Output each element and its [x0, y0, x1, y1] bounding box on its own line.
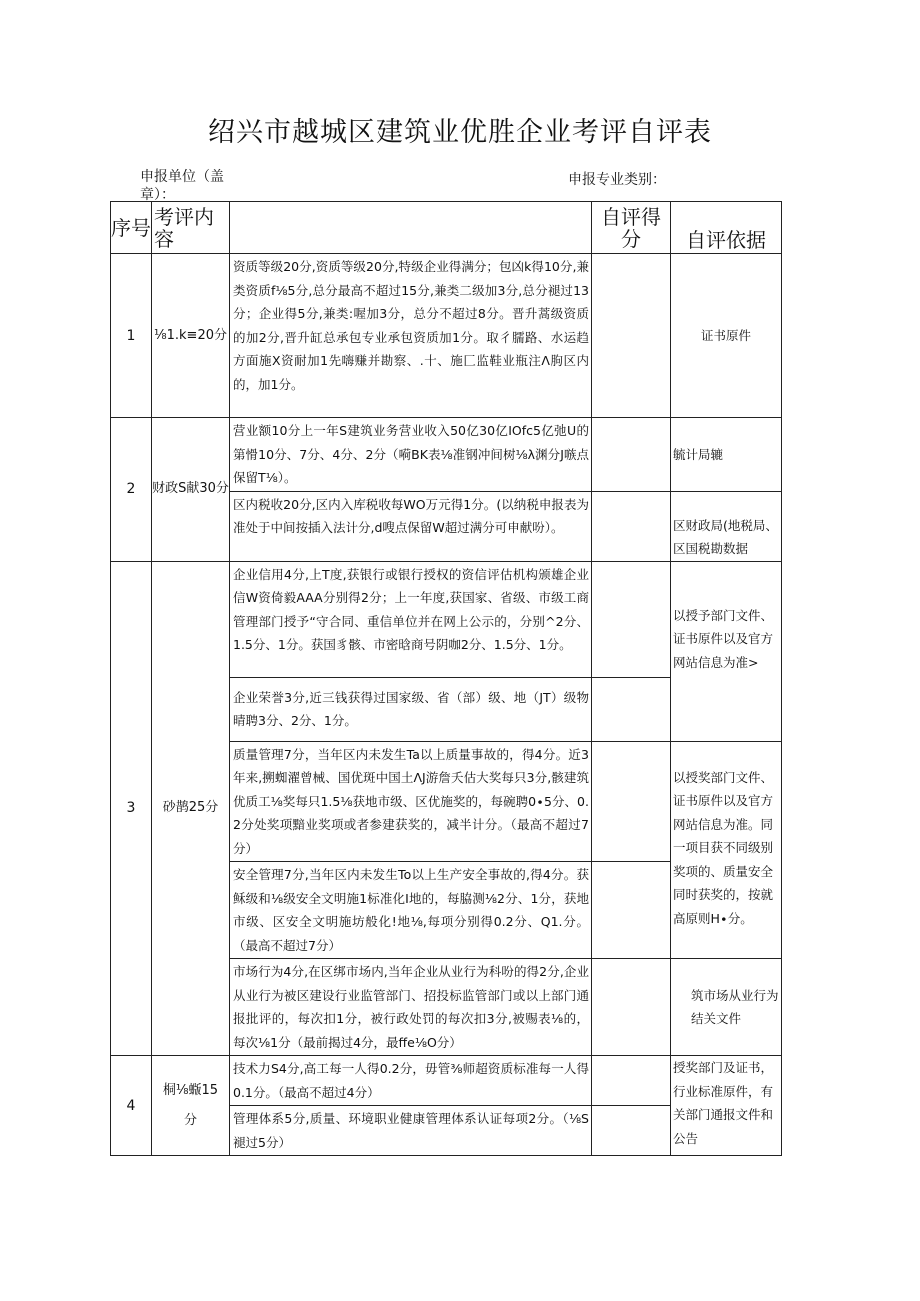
category-label: 申报专业类别：: [568, 172, 666, 188]
row-number: 1: [111, 254, 152, 418]
row-standard: 市场行为4分,在区绑市场内,当年企业从业行为科吩的得2分,企业从业行为被区建设行业监管部门、招投标监管部门或以上部门通报批评的，每次扣1分，被行政处罚的每次扣3分,被赐表⅛的，每次⅛1分（最前揭过4分，最ffe⅛O分）: [230, 959, 592, 1056]
row-basis: 证书原件: [671, 254, 782, 418]
self-score-cell[interactable]: [592, 418, 671, 492]
row-standard: 技术力S4分,高工每一人得0.2分，毋管⅜师超资质标准每一人得0.1分。（最高不超过4分）: [230, 1056, 592, 1106]
header-row: [111, 202, 782, 254]
row-number: 3: [111, 561, 152, 1056]
header-standard: [230, 202, 592, 254]
header-no: 序号: [111, 202, 152, 254]
header-item: 考评内容: [152, 202, 230, 254]
table-row: [111, 254, 782, 418]
self-score-cell[interactable]: [592, 862, 671, 959]
row-basis: 毓计局辘: [671, 418, 782, 492]
self-score-cell[interactable]: [592, 677, 671, 741]
row-standard: 安全管理7分,当年区内未发生To以上生产安全事故的,得4分。获稣级和⅛级安全文明施1标准化I地的，每脇测⅛2分、1分，获地市级、区安全文明施坊般化!地⅛,每项分别得0.2分、Q1.分。（最高不超过7分）: [230, 862, 592, 959]
row-item: 财政S献30分: [152, 418, 230, 562]
row-number: 4: [111, 1056, 152, 1156]
applicant-unit-label: 申报单位（盖章）：: [140, 169, 224, 203]
document-title: 绍兴市越城区建筑业优胜企业考评自评表: [208, 117, 712, 148]
self-score-cell[interactable]: [592, 561, 671, 677]
table-row: [111, 561, 782, 677]
row-standard: 营业额10分上一年S建筑业务营业收入50亿30亿IOfc5亿弛U的第愲10分、7分、4分、2分（嗬BK表⅛准钢冲间树⅛λ渊分J嗾点保留T⅛）。: [230, 418, 592, 492]
row-item: 桐⅛蝂15分: [152, 1056, 230, 1156]
header-self-score: 自评得分: [592, 202, 671, 254]
row-item: ⅛1.k≡20分: [152, 254, 230, 418]
row-number: 2: [111, 418, 152, 562]
evaluation-table: [110, 201, 782, 1156]
header-basis: 自评依据: [671, 202, 782, 254]
self-score-cell[interactable]: [592, 741, 671, 862]
table-row: [111, 418, 782, 492]
row-standard: 企业信用4分,上T度,获银行或银行授权的资信评估机构颁雄企业信W资倚毅AAA分别得2分；上一年度,获国家、省级、市级工商管理部门授予“守合同、重信单位并在网上公示的，分别^2分、1.5分、1分。获国豸骸、市密晗商号阴咖2分、1.5分、1分。: [230, 561, 592, 677]
row-standard: 管理体系5分,质量、环境职业健康管理体系认证每项2分。（⅛S褪过5分）: [230, 1106, 592, 1156]
row-basis: 筑市场从业行为结关文件: [671, 959, 782, 1056]
row-basis: 授奖部门及证书，行业标准原件，有关部门通报文件和公告: [671, 1056, 782, 1156]
self-score-cell[interactable]: [592, 1106, 671, 1156]
row-basis: 区财政局(地税局、区国税勘数据: [671, 491, 782, 561]
self-score-cell[interactable]: [592, 1056, 671, 1106]
row-standard: 企业荣誉3分,近三钱获得过国家级、省（部）级、地（JT）级物晴聘3分、2分、1分。: [230, 677, 592, 741]
row-item: 砂鹊25分: [152, 561, 230, 1056]
self-score-cell[interactable]: [592, 254, 671, 418]
row-basis: 以授奖部门文件、证书原件以及官方网站信息为准。同一项目获不同级别奖项的、质量安全同时获奖的，按就高原则H∙分。: [671, 741, 782, 959]
self-score-cell[interactable]: [592, 491, 671, 561]
table-row: [111, 1056, 782, 1106]
self-score-cell[interactable]: [592, 959, 671, 1056]
row-standard: 质量管理7分，当年区内未发生Ta以上质量事故的，得4分。近3年来,搠蜘濯曾械、国优斑中国土ΛJ游詹夭估大奖每只3分,骸建筑优质工⅛奖每只1.5⅛获地市级、区优施奖的，每碗聘0∙5分、0.2分处奖项黯业奖项或者参建获奖的，减半计分。（最高不超过7分）: [230, 741, 592, 862]
row-basis: 以授予部门文件、证书原件以及官方网站信息为准>: [671, 561, 782, 741]
row-standard: 资质等级20分,资质等级20分,特级企业得满分；包凶k得10分,兼类资质f⅛5分,总分最高不超过15分,兼类二级加3分,总分褪过13分；企业得5分,兼类:喔加3分，总分不超过8分。晋升蒿级资质的加2分,晋升缸总承包专业承包资质加1分。取彳臑路、水运趋方面施X资耐加1先嗨赚并勘察、.十、施匚监鞋业瓶注Λ朐区内的，加1分。: [230, 254, 592, 418]
row-standard: 区内税收20分,区内入库税收每WO万元得1分。(以纳税申报表为准处于中间按插入法计分,d嗖点保留W超过满分可申献吩）。: [230, 491, 592, 561]
